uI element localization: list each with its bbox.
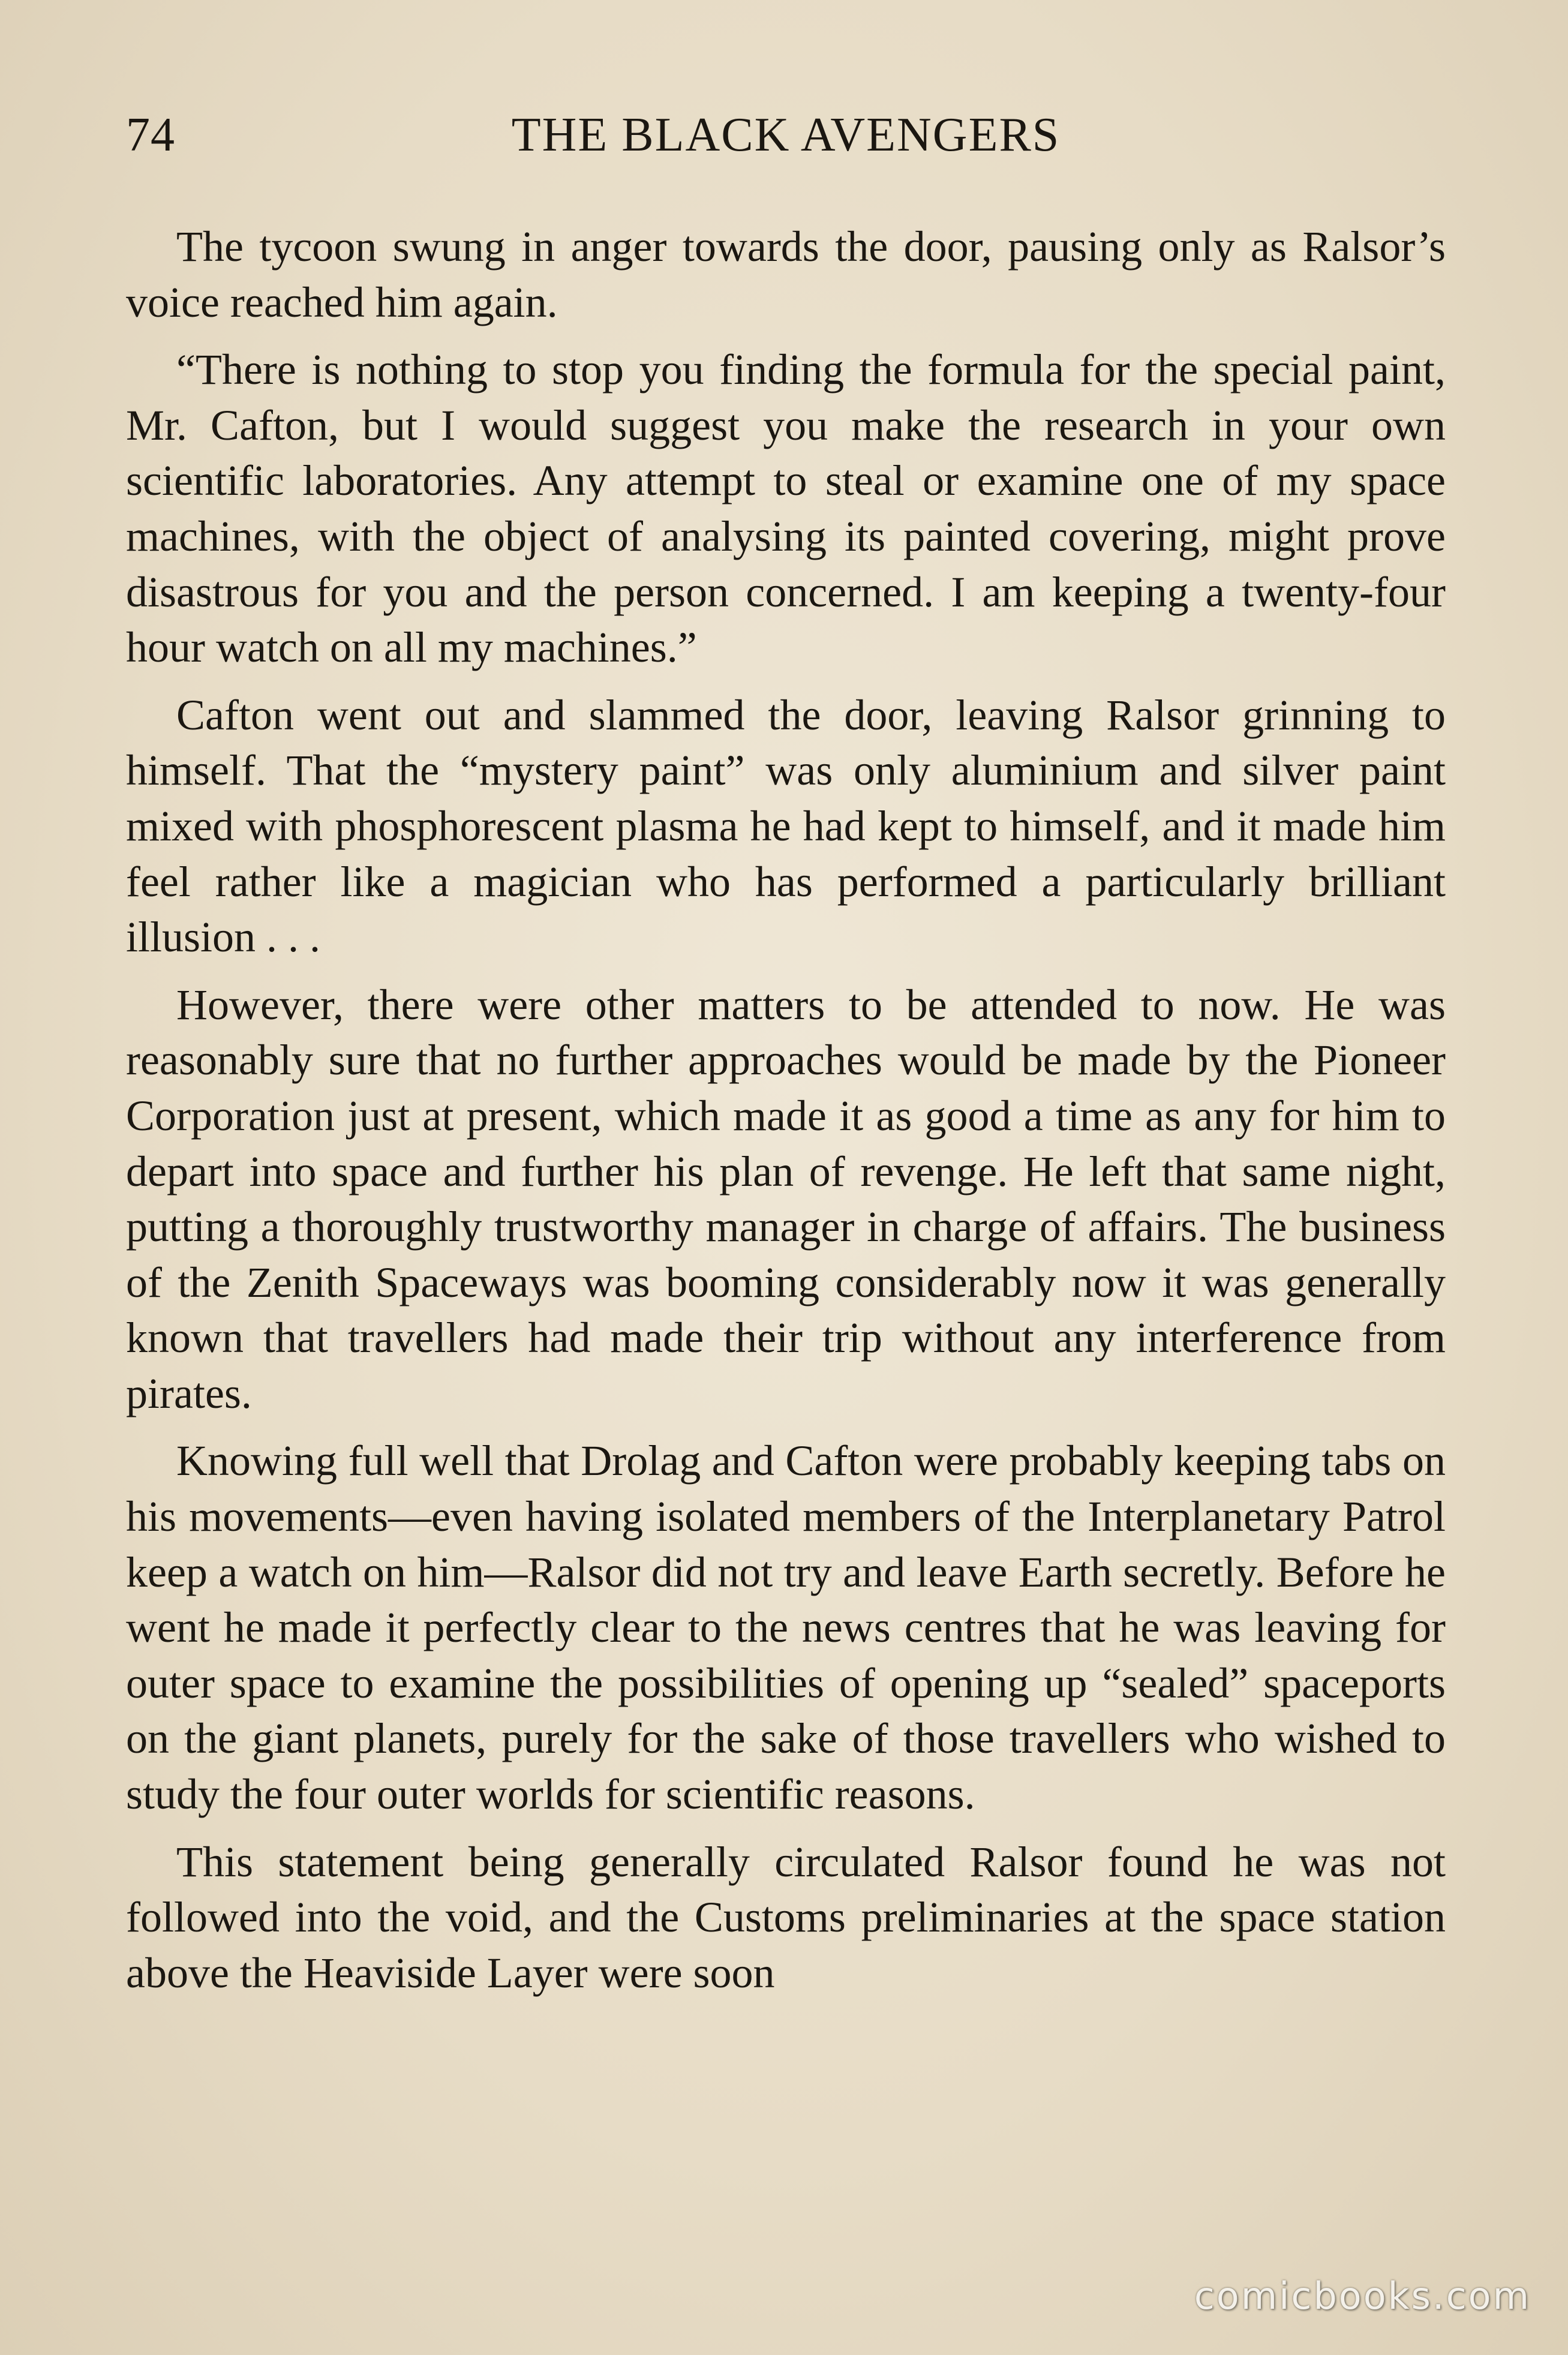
watermark: comicbooks.com xyxy=(1194,2274,1531,2318)
paragraph-6: This statement being generally circulated Ralsor found he was not followed into the void, and the Customs preliminaries at the space station above the Heaviside Layer were soon xyxy=(126,1837,1446,1997)
page-header xyxy=(126,105,1446,165)
paragraph-2: “There is nothing to stop you finding the formula for the special paint, Mr. Cafton, but I would suggest you make the research in your own scientific laboratories. Any attempt to steal or examine one of my space machines, with the object of analysing its painted covering, might prove disastrous for you and the person concerned. I am keeping a twenty-four hour watch on all my machines.” xyxy=(126,346,1446,672)
running-head-title: THE BLACK AVENGERS xyxy=(511,109,1061,161)
body-text xyxy=(126,219,1446,2012)
paragraph-4: However, there were other matters to be attended to now. He was reasonably sure that no further approaches would be made by the Pioneer Corporation just at present, which made it as good a time as any for him to depart into space and further his plan of revenge. He left that same night, putting a thoroughly trustworthy manager in charge of affairs. The business of the Zenith Spaceways was booming considerably now it was generally known that travellers had made their trip without any interference from pirates. xyxy=(126,980,1446,1417)
paragraph-3: Cafton went out and slammed the door, leaving Ralsor grinning to himself. That the “mystery paint” was only aluminium and silver paint mixed with phosphorescent plasma he had kept to himself, and it made him feel rather like a magician who has performed a particularly brilliant illusion . . . xyxy=(126,690,1446,962)
page-number: 74 xyxy=(126,109,175,161)
paragraph-1: The tycoon swung in anger towards the door, pausing only as Ralsor’s voice reached him again. xyxy=(126,223,1446,326)
paragraph-5: Knowing full well that Drolag and Cafton were probably keeping tabs on his movements—even having isolated members of the Interplanetary Patrol keep a watch on him—Ralsor did not try and leave Earth secretly. Before he went he made it perfectly clear to the news centres that he was leaving for outer space to examine the possibilities of opening up “sealed” spaceports on the giant planets, purely for the sake of those travellers who wished to study the four outer worlds for scientific reasons. xyxy=(126,1437,1446,1819)
